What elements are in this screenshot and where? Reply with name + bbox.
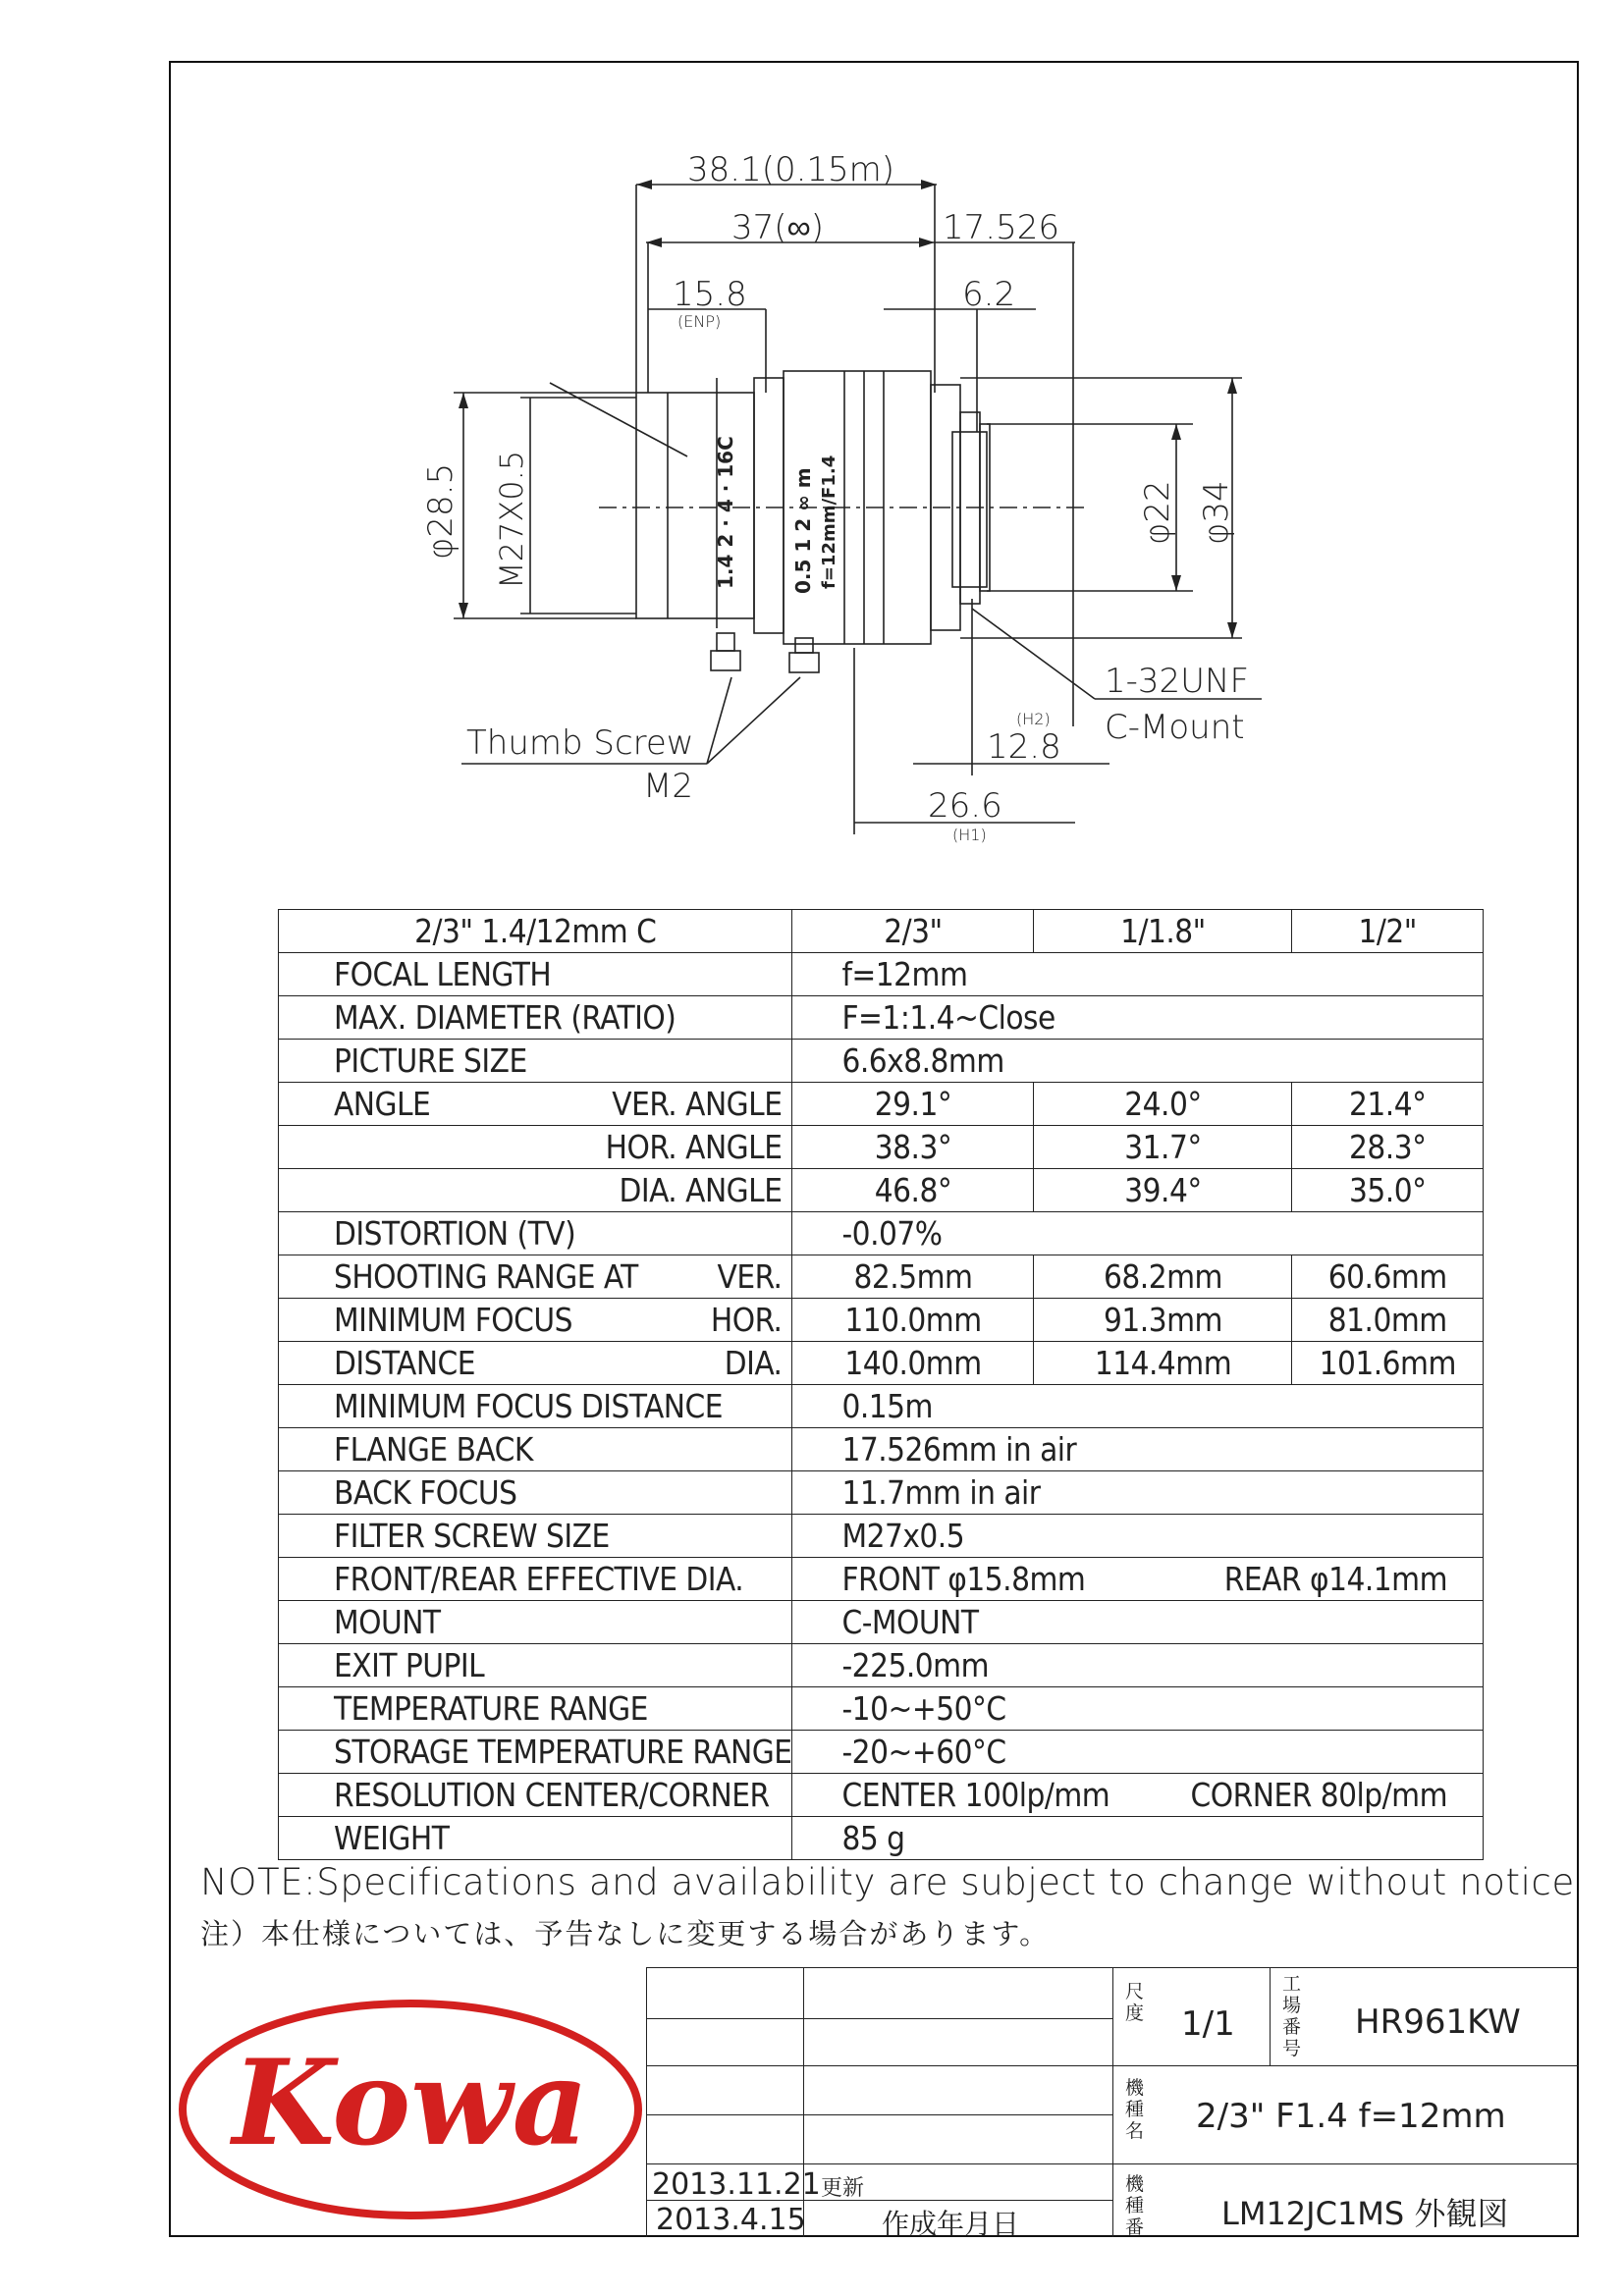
header-1-1-8: 1/1.8": [1034, 910, 1292, 953]
title-block: [646, 1967, 1579, 2240]
angle-ver-label: VER. ANGLE: [612, 1085, 783, 1123]
angle-ver-2-3: 29.1°: [792, 1083, 1034, 1126]
dim-c-mount: C-Mount: [1105, 708, 1245, 747]
dim-enp: (ENP): [677, 312, 722, 331]
header-model: 2/3" 1.4/12mm C: [279, 910, 792, 953]
dim-h2: (H2): [1016, 710, 1051, 728]
angle-ver-1-2: 21.4°: [1292, 1083, 1484, 1126]
dim-38: 38.1(0.15m): [687, 150, 895, 189]
dim-17526: 17.526: [943, 208, 1059, 247]
filter-screw-value: M27x0.5: [792, 1515, 1484, 1558]
resolution-corner: CORNER 80lp/mm: [1190, 1776, 1447, 1814]
dim-26-6: 26.6: [928, 786, 1002, 826]
focal-length-label: FOCAL LENGTH: [279, 953, 792, 996]
effective-rear: REAR φ14.1mm: [1223, 1560, 1447, 1598]
mount-value: C-MOUNT: [792, 1601, 1484, 1644]
min-focus-label: MINIMUM FOCUS DISTANCE: [279, 1385, 792, 1428]
note-japanese: 注）本仕様については、予告なしに変更する場合があります。: [200, 1917, 1051, 1950]
angle-dia-1-1-8: 39.4°: [1034, 1169, 1292, 1212]
exit-pupil-label: EXIT PUPIL: [279, 1644, 792, 1687]
shooting-ver-1-1-8: 68.2mm: [1034, 1255, 1292, 1299]
focus-scale: 0.5 1 2 ∞ m: [791, 467, 815, 594]
shooting-ver-2-3: 82.5mm: [792, 1255, 1034, 1299]
angle-dia-2-3: 46.8°: [792, 1169, 1034, 1212]
storage-temperature-label: STORAGE TEMPERATURE RANGE: [279, 1731, 792, 1774]
angle-dia-label: DIA. ANGLE: [279, 1169, 792, 1212]
model-number: LM12JC1MS 外観図: [1221, 2195, 1509, 2232]
factory-number: HR961KW: [1355, 2002, 1521, 2042]
shooting-dia-2-3: 140.0mm: [792, 1342, 1034, 1385]
flange-back-label: FLANGE BACK: [279, 1428, 792, 1471]
dim-phi-34: φ34: [1197, 480, 1236, 545]
note-text: NOTE:Specifications and availability are subject to change without notice: [200, 1861, 1575, 1903]
angle-hor-label: HOR. ANGLE: [279, 1126, 792, 1169]
shooting-ver-row: [279, 1255, 792, 1299]
effective-dia-label: FRONT/REAR EFFECTIVE DIA.: [279, 1558, 792, 1601]
exit-pupil-value: -225.0mm: [792, 1644, 1484, 1687]
angle-ver-1-1-8: 24.0°: [1034, 1083, 1292, 1126]
iris-scale: 1.4 2 · 4 · 16C: [714, 436, 737, 589]
spec-table: [278, 909, 1484, 1860]
weight-label: WEIGHT: [279, 1817, 792, 1860]
shooting-label-2: MINIMUM FOCUS: [334, 1301, 572, 1339]
resolution-center: CENTER 100lp/mm: [841, 1776, 1110, 1814]
scale-value: 1/1: [1181, 2004, 1235, 2044]
picture-size-label: PICTURE SIZE: [279, 1040, 792, 1083]
shooting-dia-1-1-8: 114.4mm: [1034, 1342, 1292, 1385]
filter-screw-label: FILTER SCREW SIZE: [279, 1515, 792, 1558]
label-thumb-screw: Thumb Screw: [466, 723, 694, 763]
shooting-hor-row: [279, 1299, 792, 1342]
dim-phi-22: φ22: [1138, 480, 1177, 545]
distortion-label: DISTORTION (TV): [279, 1212, 792, 1255]
storage-temperature-value: -20~+60°C: [792, 1731, 1484, 1774]
picture-size-value: 6.6x8.8mm: [792, 1040, 1484, 1083]
back-focus-value: 11.7mm in air: [792, 1471, 1484, 1515]
shooting-dia-row: [279, 1342, 792, 1385]
resolution-value: [792, 1774, 1484, 1817]
shooting-hor-label: HOR.: [710, 1301, 783, 1339]
date-revised: 2013.11.21: [652, 2167, 821, 2202]
shooting-label-3: DISTANCE: [334, 1344, 476, 1382]
mount-label: MOUNT: [279, 1601, 792, 1644]
revision-label: 更新: [821, 2176, 865, 2201]
shooting-dia-label: DIA.: [724, 1344, 783, 1382]
angle-label: ANGLE: [334, 1085, 431, 1123]
temperature-value: -10~+50°C: [792, 1687, 1484, 1731]
dim-15-8: 15.8: [673, 275, 747, 314]
angle-hor-1-2: 28.3°: [1292, 1126, 1484, 1169]
angle-hor-2-3: 38.3°: [792, 1126, 1034, 1169]
shooting-dia-1-2: 101.6mm: [1292, 1342, 1484, 1385]
label-m2: M2: [643, 767, 693, 806]
kowa-logo: [175, 1997, 646, 2222]
model-label: 機種名: [1125, 2077, 1145, 2142]
flange-back-value: 17.526mm in air: [792, 1428, 1484, 1471]
shooting-ver-1-2: 60.6mm: [1292, 1255, 1484, 1299]
factory-label: 工場番号: [1282, 1973, 1302, 2059]
max-diameter-value: F=1:1.4~Close: [792, 996, 1484, 1040]
dim-h1: (H1): [952, 826, 987, 844]
dim-m27: M27X0.5: [493, 450, 530, 589]
lens-drawing: [0, 0, 1623, 982]
shooting-hor-1-2: 81.0mm: [1292, 1299, 1484, 1342]
dim-6-2: 6.2: [962, 275, 1016, 314]
model-name: 2/3" F1.4 f=12mm: [1196, 2097, 1506, 2136]
angle-hor-1-1-8: 31.7°: [1034, 1126, 1292, 1169]
dim-1-32unf: 1-32UNF: [1105, 662, 1250, 701]
dim-12-8: 12.8: [987, 727, 1061, 767]
shooting-ver-label: VER.: [717, 1257, 783, 1296]
dim-phi-28-5: φ28.5: [421, 462, 460, 560]
effective-dia-value: [792, 1558, 1484, 1601]
max-diameter-label: MAX. DIAMETER (RATIO): [279, 996, 792, 1040]
distortion-value: -0.07%: [792, 1212, 1484, 1255]
scale-label: 尺度: [1125, 1981, 1145, 2024]
temperature-label: TEMPERATURE RANGE: [279, 1687, 792, 1731]
angle-ver-row: [279, 1083, 792, 1126]
dim-37: 37(∞): [731, 208, 825, 247]
focal-length-value: f=12mm: [792, 953, 1484, 996]
model-number-label: 機種番: [1125, 2173, 1145, 2238]
weight-value: 85 g: [792, 1817, 1484, 1860]
header-1-2: 1/2": [1292, 910, 1484, 953]
kowa-logo-text: Kowa: [232, 2034, 589, 2172]
created-label: 作成年月日: [882, 2208, 1020, 2240]
shooting-hor-1-1-8: 91.3mm: [1034, 1299, 1292, 1342]
effective-front: FRONT φ15.8mm: [841, 1560, 1086, 1598]
resolution-label: RESOLUTION CENTER/CORNER: [279, 1774, 792, 1817]
shooting-label-1: SHOOTING RANGE AT: [334, 1257, 638, 1296]
lens-name: f=12mm/F1.4: [819, 454, 839, 589]
header-2-3: 2/3": [792, 910, 1034, 953]
shooting-hor-2-3: 110.0mm: [792, 1299, 1034, 1342]
back-focus-label: BACK FOCUS: [279, 1471, 792, 1515]
date-created: 2013.4.15: [656, 2203, 806, 2237]
min-focus-value: 0.15m: [792, 1385, 1484, 1428]
angle-dia-1-2: 35.0°: [1292, 1169, 1484, 1212]
